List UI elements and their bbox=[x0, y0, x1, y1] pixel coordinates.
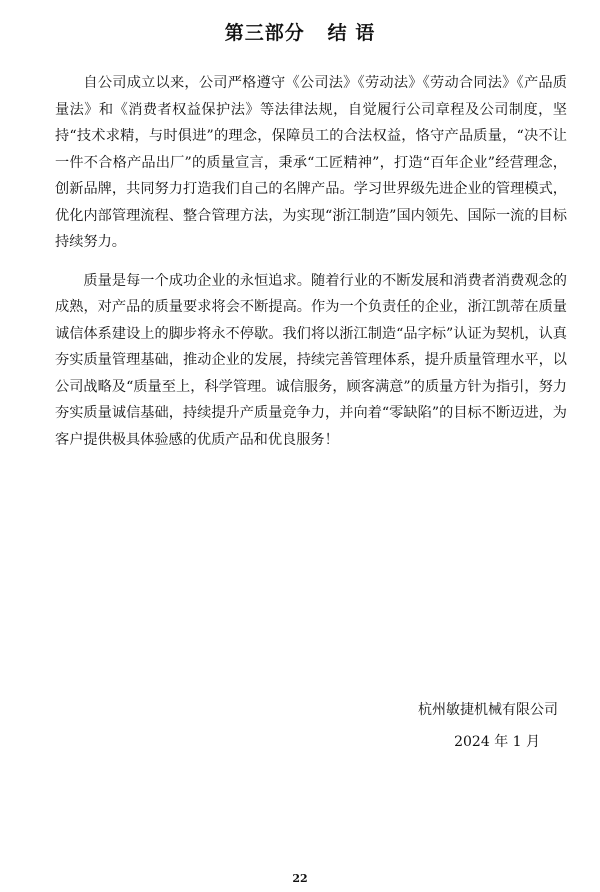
paragraph-1: 自公司成立以来，公司严格遵守《公司法》《劳动法》《劳动合同法》《产品质量法》和《消费者权益保护法》等法律法规，自觉履行公司章程及公司制度，坚持“技术求精，与时俱进”的理念，保障员工的合法权益，恪守产品质量，“决不让一件不合格产品出厂”的质量宣言，秉承“工匠精神”，打造“百年企业”经营理念，创新品牌，共同努力打造我们自己的名牌产品。学习世界级先进企业的管理模式，优化内部管理流程、整合管理方法，为实现“浙江制造”国内领先、国际一流的目标持续努力。 bbox=[55, 75, 567, 250]
signature-block bbox=[418, 694, 558, 758]
page-number: 22 bbox=[292, 872, 308, 885]
company-name: 杭州敏捷机械有限公司 bbox=[418, 702, 558, 718]
section-title: 第三部分 结 语 bbox=[224, 22, 376, 44]
body-text bbox=[55, 70, 567, 465]
paragraph-2: 质量是每一个成功企业的永恒追求。随着行业的不断发展和消费者消费观念的成熟，对产品的质量要求将会不断提高。作为一个负责任的企业，浙江凯蒂在质量诚信体系建设上的脚步将永不停歇。我们将以浙江制造“品字标”认证为契机，认真夯实质量管理基础，推动企业的发展，持续完善管理体系，提升质量管理水平，以公司战略及“质量至上，科学管理。诚信服务，顾客满意”的质量方针为指引，努力夯实质量诚信基础，持续提升产质量竞争力，并向着“零缺陷”的目标不断迈进，为客户提供极具体验感的优质产品和优良服务！ bbox=[55, 272, 567, 448]
signature-date: 2024 年 1 月 bbox=[454, 734, 540, 750]
